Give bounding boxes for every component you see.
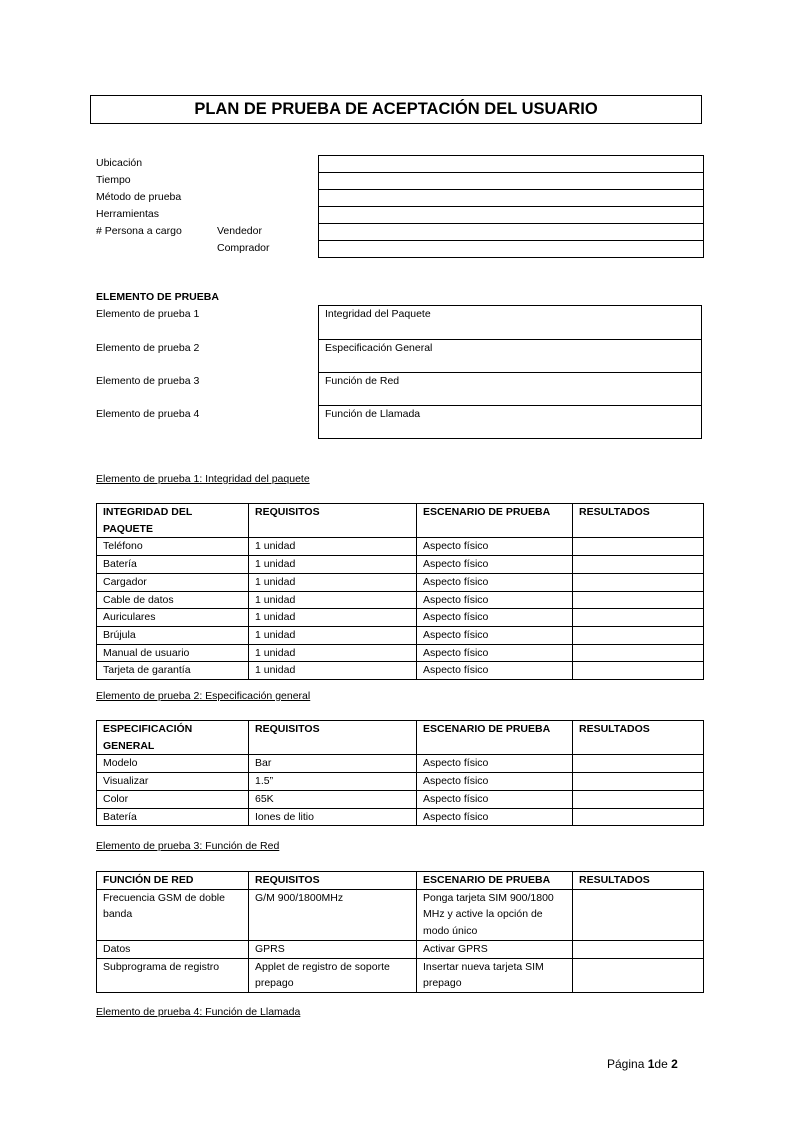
field-vendedor[interactable] — [318, 223, 704, 241]
cell: Brújula — [97, 626, 249, 644]
cell: 1 unidad — [249, 644, 417, 662]
cell: Tarjeta de garantía — [97, 662, 249, 680]
table-row — [97, 662, 704, 680]
result-cell[interactable] — [573, 889, 704, 940]
cell: Insertar nueva tarjeta SIM prepago — [417, 958, 573, 992]
table-funcion-red — [96, 871, 704, 993]
table-header-row — [97, 504, 704, 538]
label-ubicacion: Ubicación — [96, 157, 143, 169]
table-row — [97, 790, 704, 808]
result-cell[interactable] — [573, 790, 704, 808]
label-metodo: Método de prueba — [96, 191, 182, 203]
elemento-value-3[interactable]: Función de Red — [318, 372, 702, 406]
document-title: PLAN DE PRUEBA DE ACEPTACIÓN DEL USUARIO — [90, 95, 702, 124]
column-header: REQUISITOS — [249, 721, 417, 755]
cell: Ponga tarjeta SIM 900/1800 MHz y active la opción de modo único — [417, 889, 573, 940]
current-page: 1 — [647, 1057, 655, 1071]
elemento-label-4: Elemento de prueba 4 — [96, 408, 200, 420]
cell: Cable de datos — [97, 591, 249, 609]
cell: Bar — [249, 755, 417, 773]
table-row — [97, 609, 704, 627]
cell: Aspecto físico — [417, 790, 573, 808]
cell: Aspecto físico — [417, 591, 573, 609]
column-header: RESULTADOS — [573, 721, 704, 755]
label-persona: # Persona a cargo — [96, 225, 182, 237]
cell: Batería — [97, 556, 249, 574]
column-header: INTEGRIDAD DEL PAQUETE — [97, 504, 249, 538]
total-pages: 2 — [671, 1057, 678, 1071]
cell: Aspecto físico — [417, 773, 573, 791]
cell: 1 unidad — [249, 573, 417, 591]
table-row — [97, 556, 704, 574]
cell: Aspecto físico — [417, 538, 573, 556]
cell: 1 unidad — [249, 609, 417, 627]
cell: Iones de litio — [249, 808, 417, 826]
label-herramientas: Herramientas — [96, 208, 160, 220]
table-header-row — [97, 872, 704, 890]
result-cell[interactable] — [573, 662, 704, 680]
cell: 1 unidad — [249, 556, 417, 574]
cell: 65K — [249, 790, 417, 808]
result-cell[interactable] — [573, 773, 704, 791]
cell: Aspecto físico — [417, 609, 573, 627]
page-number — [607, 1057, 678, 1071]
column-header: ESCENARIO DE PRUEBA — [417, 504, 573, 538]
cell: 1 unidad — [249, 591, 417, 609]
cell: Aspecto físico — [417, 573, 573, 591]
cell: Cargador — [97, 573, 249, 591]
result-cell[interactable] — [573, 609, 704, 627]
cell: Modelo — [97, 755, 249, 773]
column-header: ESCENARIO DE PRUEBA — [417, 872, 573, 890]
cell: 1 unidad — [249, 538, 417, 556]
table-row — [97, 940, 704, 958]
field-herramientas[interactable] — [318, 206, 704, 224]
field-comprador[interactable] — [318, 240, 704, 258]
section-heading-3: Elemento de prueba 3: Función de Red — [96, 840, 280, 852]
label-comprador: Comprador — [217, 242, 270, 254]
elemento-value-1[interactable]: Integridad del Paquete — [318, 305, 702, 340]
elementos-heading: ELEMENTO DE PRUEBA — [96, 291, 219, 303]
column-header: REQUISITOS — [249, 504, 417, 538]
result-cell[interactable] — [573, 940, 704, 958]
cell: Teléfono — [97, 538, 249, 556]
cell: Subprograma de registro — [97, 958, 249, 992]
table-especificacion — [96, 720, 704, 826]
elemento-label-3: Elemento de prueba 3 — [96, 375, 200, 387]
result-cell[interactable] — [573, 808, 704, 826]
result-cell[interactable] — [573, 626, 704, 644]
field-tiempo[interactable] — [318, 172, 704, 190]
cell: Aspecto físico — [417, 808, 573, 826]
section-heading-4: Elemento de prueba 4: Función de Llamada — [96, 1006, 301, 1018]
cell: Activar GPRS — [417, 940, 573, 958]
label-tiempo: Tiempo — [96, 174, 131, 186]
cell: Visualizar — [97, 773, 249, 791]
column-header: FUNCIÓN DE RED — [97, 872, 249, 890]
result-cell[interactable] — [573, 538, 704, 556]
result-cell[interactable] — [573, 591, 704, 609]
label-vendedor: Vendedor — [217, 225, 262, 237]
cell: Batería — [97, 808, 249, 826]
cell: Aspecto físico — [417, 626, 573, 644]
table-row — [97, 773, 704, 791]
table-row — [97, 755, 704, 773]
column-header: ESPECIFICACIÓN GENERAL — [97, 721, 249, 755]
cell: Aspecto físico — [417, 755, 573, 773]
table-row — [97, 591, 704, 609]
column-header: REQUISITOS — [249, 872, 417, 890]
page-middle: de — [654, 1057, 672, 1071]
section-heading-2: Elemento de prueba 2: Especificación general — [96, 690, 311, 702]
table-integridad — [96, 503, 704, 680]
column-header: ESCENARIO DE PRUEBA — [417, 721, 573, 755]
column-header: RESULTADOS — [573, 872, 704, 890]
elemento-label-1: Elemento de prueba 1 — [96, 308, 200, 320]
table-row — [97, 538, 704, 556]
cell: Aspecto físico — [417, 662, 573, 680]
result-cell[interactable] — [573, 573, 704, 591]
page-prefix: Página — [607, 1057, 648, 1071]
cell: Auriculares — [97, 609, 249, 627]
cell: Applet de registro de soporte prepago — [249, 958, 417, 992]
cell: Aspecto físico — [417, 556, 573, 574]
table-row — [97, 958, 704, 992]
table-row — [97, 573, 704, 591]
field-ubicacion[interactable] — [318, 155, 704, 173]
cell: G/M 900/1800MHz — [249, 889, 417, 940]
cell: 1 unidad — [249, 662, 417, 680]
cell: GPRS — [249, 940, 417, 958]
elemento-label-2: Elemento de prueba 2 — [96, 342, 200, 354]
field-metodo[interactable] — [318, 189, 704, 207]
section-heading-1: Elemento de prueba 1: Integridad del paquete — [96, 473, 310, 485]
table-header-row — [97, 721, 704, 755]
result-cell[interactable] — [573, 644, 704, 662]
table-row — [97, 808, 704, 826]
cell: Aspecto físico — [417, 644, 573, 662]
elemento-value-4[interactable]: Función de Llamada — [318, 405, 702, 439]
table-row — [97, 889, 704, 940]
cell: 1 unidad — [249, 626, 417, 644]
result-cell[interactable] — [573, 755, 704, 773]
result-cell[interactable] — [573, 958, 704, 992]
cell: Datos — [97, 940, 249, 958]
result-cell[interactable] — [573, 556, 704, 574]
column-header: RESULTADOS — [573, 504, 704, 538]
cell: Color — [97, 790, 249, 808]
cell: Manual de usuario — [97, 644, 249, 662]
table-row — [97, 644, 704, 662]
table-row — [97, 626, 704, 644]
cell: Frecuencia GSM de doble banda — [97, 889, 249, 940]
cell: 1.5” — [249, 773, 417, 791]
elemento-value-2[interactable]: Especificación General — [318, 339, 702, 373]
